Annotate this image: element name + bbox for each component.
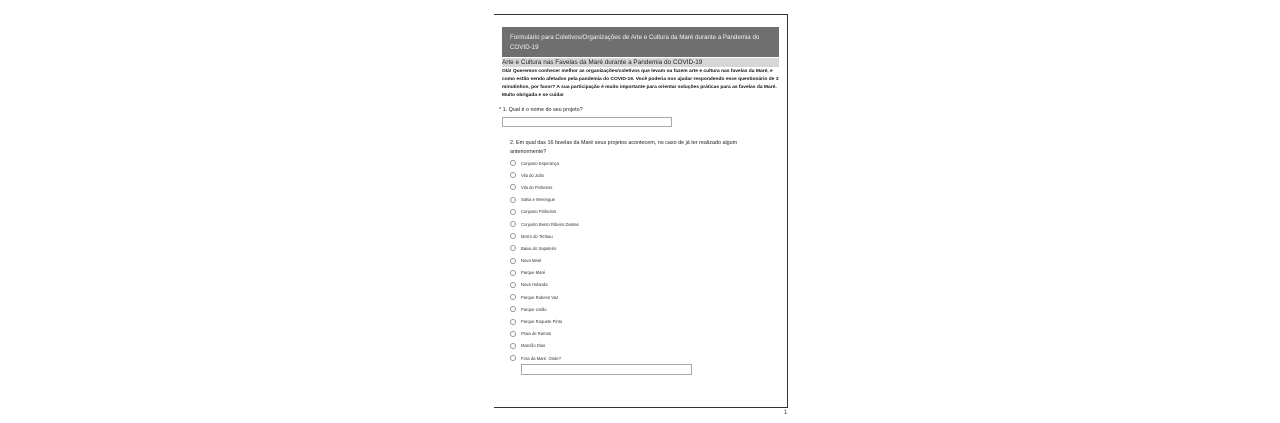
favela-option-label: Conjunto Esperança bbox=[521, 160, 559, 166]
favela-option[interactable] bbox=[510, 279, 579, 291]
favela-option[interactable] bbox=[510, 352, 579, 364]
radio-button[interactable] bbox=[510, 184, 516, 190]
radio-button[interactable] bbox=[510, 233, 516, 239]
favela-option-label: Parque Rubens Vaz bbox=[521, 294, 559, 300]
other-location-input[interactable] bbox=[521, 364, 692, 375]
favela-option-label: Parque União bbox=[521, 306, 547, 312]
section-title-bar bbox=[502, 58, 779, 67]
favela-option-label: Conjunto Bento Ribeiro Dantas bbox=[521, 221, 579, 227]
favela-option[interactable] bbox=[510, 230, 579, 242]
favela-option-label: Nova Maré bbox=[521, 258, 542, 264]
radio-button[interactable] bbox=[510, 282, 516, 288]
document-page bbox=[494, 14, 788, 408]
intro-text: Olá! Queremos conhecer melhor as organizações/coletivos que levam ou fazem arte e cultura nas favelas da Maré, e como estão sendo afetados pela pandemia do COVID-19. Você poderia nos ajudar respondendo esse questionário de 3 minutinhos, por favor? A sua participação é muito importante para orientar soluções práticas para as favelas da Maré. Muito obrigada e se cuida! bbox=[502, 69, 779, 99]
favela-option-label: Vila do João bbox=[521, 172, 544, 178]
favela-option[interactable] bbox=[510, 255, 579, 267]
favela-option[interactable] bbox=[510, 242, 579, 254]
section-title: Arte e Cultura nas Favelas da Maré durante a Pandemia do COVID-19 bbox=[502, 59, 703, 66]
favela-option-label: Praia de Ramos bbox=[521, 331, 552, 337]
page-number: 1 bbox=[784, 410, 788, 416]
favela-option[interactable] bbox=[510, 315, 579, 327]
question-2-label: 2. Em qual das 16 favelas da Maré seus projetos acontecem, no caso de já ter realizado algum anteriormente? bbox=[510, 140, 738, 155]
favela-option-label: Baixa do Sapateiro bbox=[521, 245, 557, 251]
favela-option-label: Nova Holanda bbox=[521, 282, 548, 288]
radio-button[interactable] bbox=[510, 258, 516, 264]
favela-option[interactable] bbox=[510, 218, 579, 230]
question-1-label: * 1. Qual é o nome do seu projeto? bbox=[499, 107, 583, 113]
favela-option[interactable] bbox=[510, 328, 579, 340]
favela-option-label: Morro do Timbau bbox=[521, 233, 553, 239]
favela-option[interactable] bbox=[510, 169, 579, 181]
radio-button[interactable] bbox=[510, 319, 516, 325]
form-title: Formulário para Coletivos/Organizações de Arte e Cultura da Maré durante a Pandemia do COVID-19 bbox=[510, 34, 760, 51]
favela-option-label: Parque Maré bbox=[521, 270, 546, 276]
radio-button[interactable] bbox=[510, 197, 516, 203]
favela-option-label: Marcílio Dias bbox=[521, 343, 546, 349]
radio-button[interactable] bbox=[510, 294, 516, 300]
favela-option-label: Conjunto Pinheiros bbox=[521, 209, 557, 215]
radio-button[interactable] bbox=[510, 355, 516, 361]
radio-button[interactable] bbox=[510, 209, 516, 215]
radio-button[interactable] bbox=[510, 331, 516, 337]
radio-button[interactable] bbox=[510, 306, 516, 312]
project-name-input[interactable] bbox=[502, 117, 672, 127]
radio-button[interactable] bbox=[510, 245, 516, 251]
radio-button[interactable] bbox=[510, 160, 516, 166]
favela-option[interactable] bbox=[510, 340, 579, 352]
favela-option[interactable] bbox=[510, 157, 579, 169]
favela-option[interactable] bbox=[510, 303, 579, 315]
favela-option[interactable] bbox=[510, 181, 579, 193]
favela-option-label: Vila do Pinheiros bbox=[521, 184, 553, 190]
favela-option[interactable] bbox=[510, 206, 579, 218]
favela-option[interactable] bbox=[510, 194, 579, 206]
radio-button[interactable] bbox=[510, 221, 516, 227]
favela-option[interactable] bbox=[510, 267, 579, 279]
favela-option-label: Fora da Maré. Onde? bbox=[521, 355, 562, 361]
radio-button[interactable] bbox=[510, 270, 516, 276]
favela-option-label: Salsa e Merengue bbox=[521, 197, 555, 203]
favela-options-list bbox=[510, 157, 579, 364]
radio-button[interactable] bbox=[510, 343, 516, 349]
favela-option-label: Parque Roquete Pinto bbox=[521, 319, 563, 325]
favela-option[interactable] bbox=[510, 291, 579, 303]
form-header bbox=[502, 27, 779, 57]
radio-button[interactable] bbox=[510, 172, 516, 178]
